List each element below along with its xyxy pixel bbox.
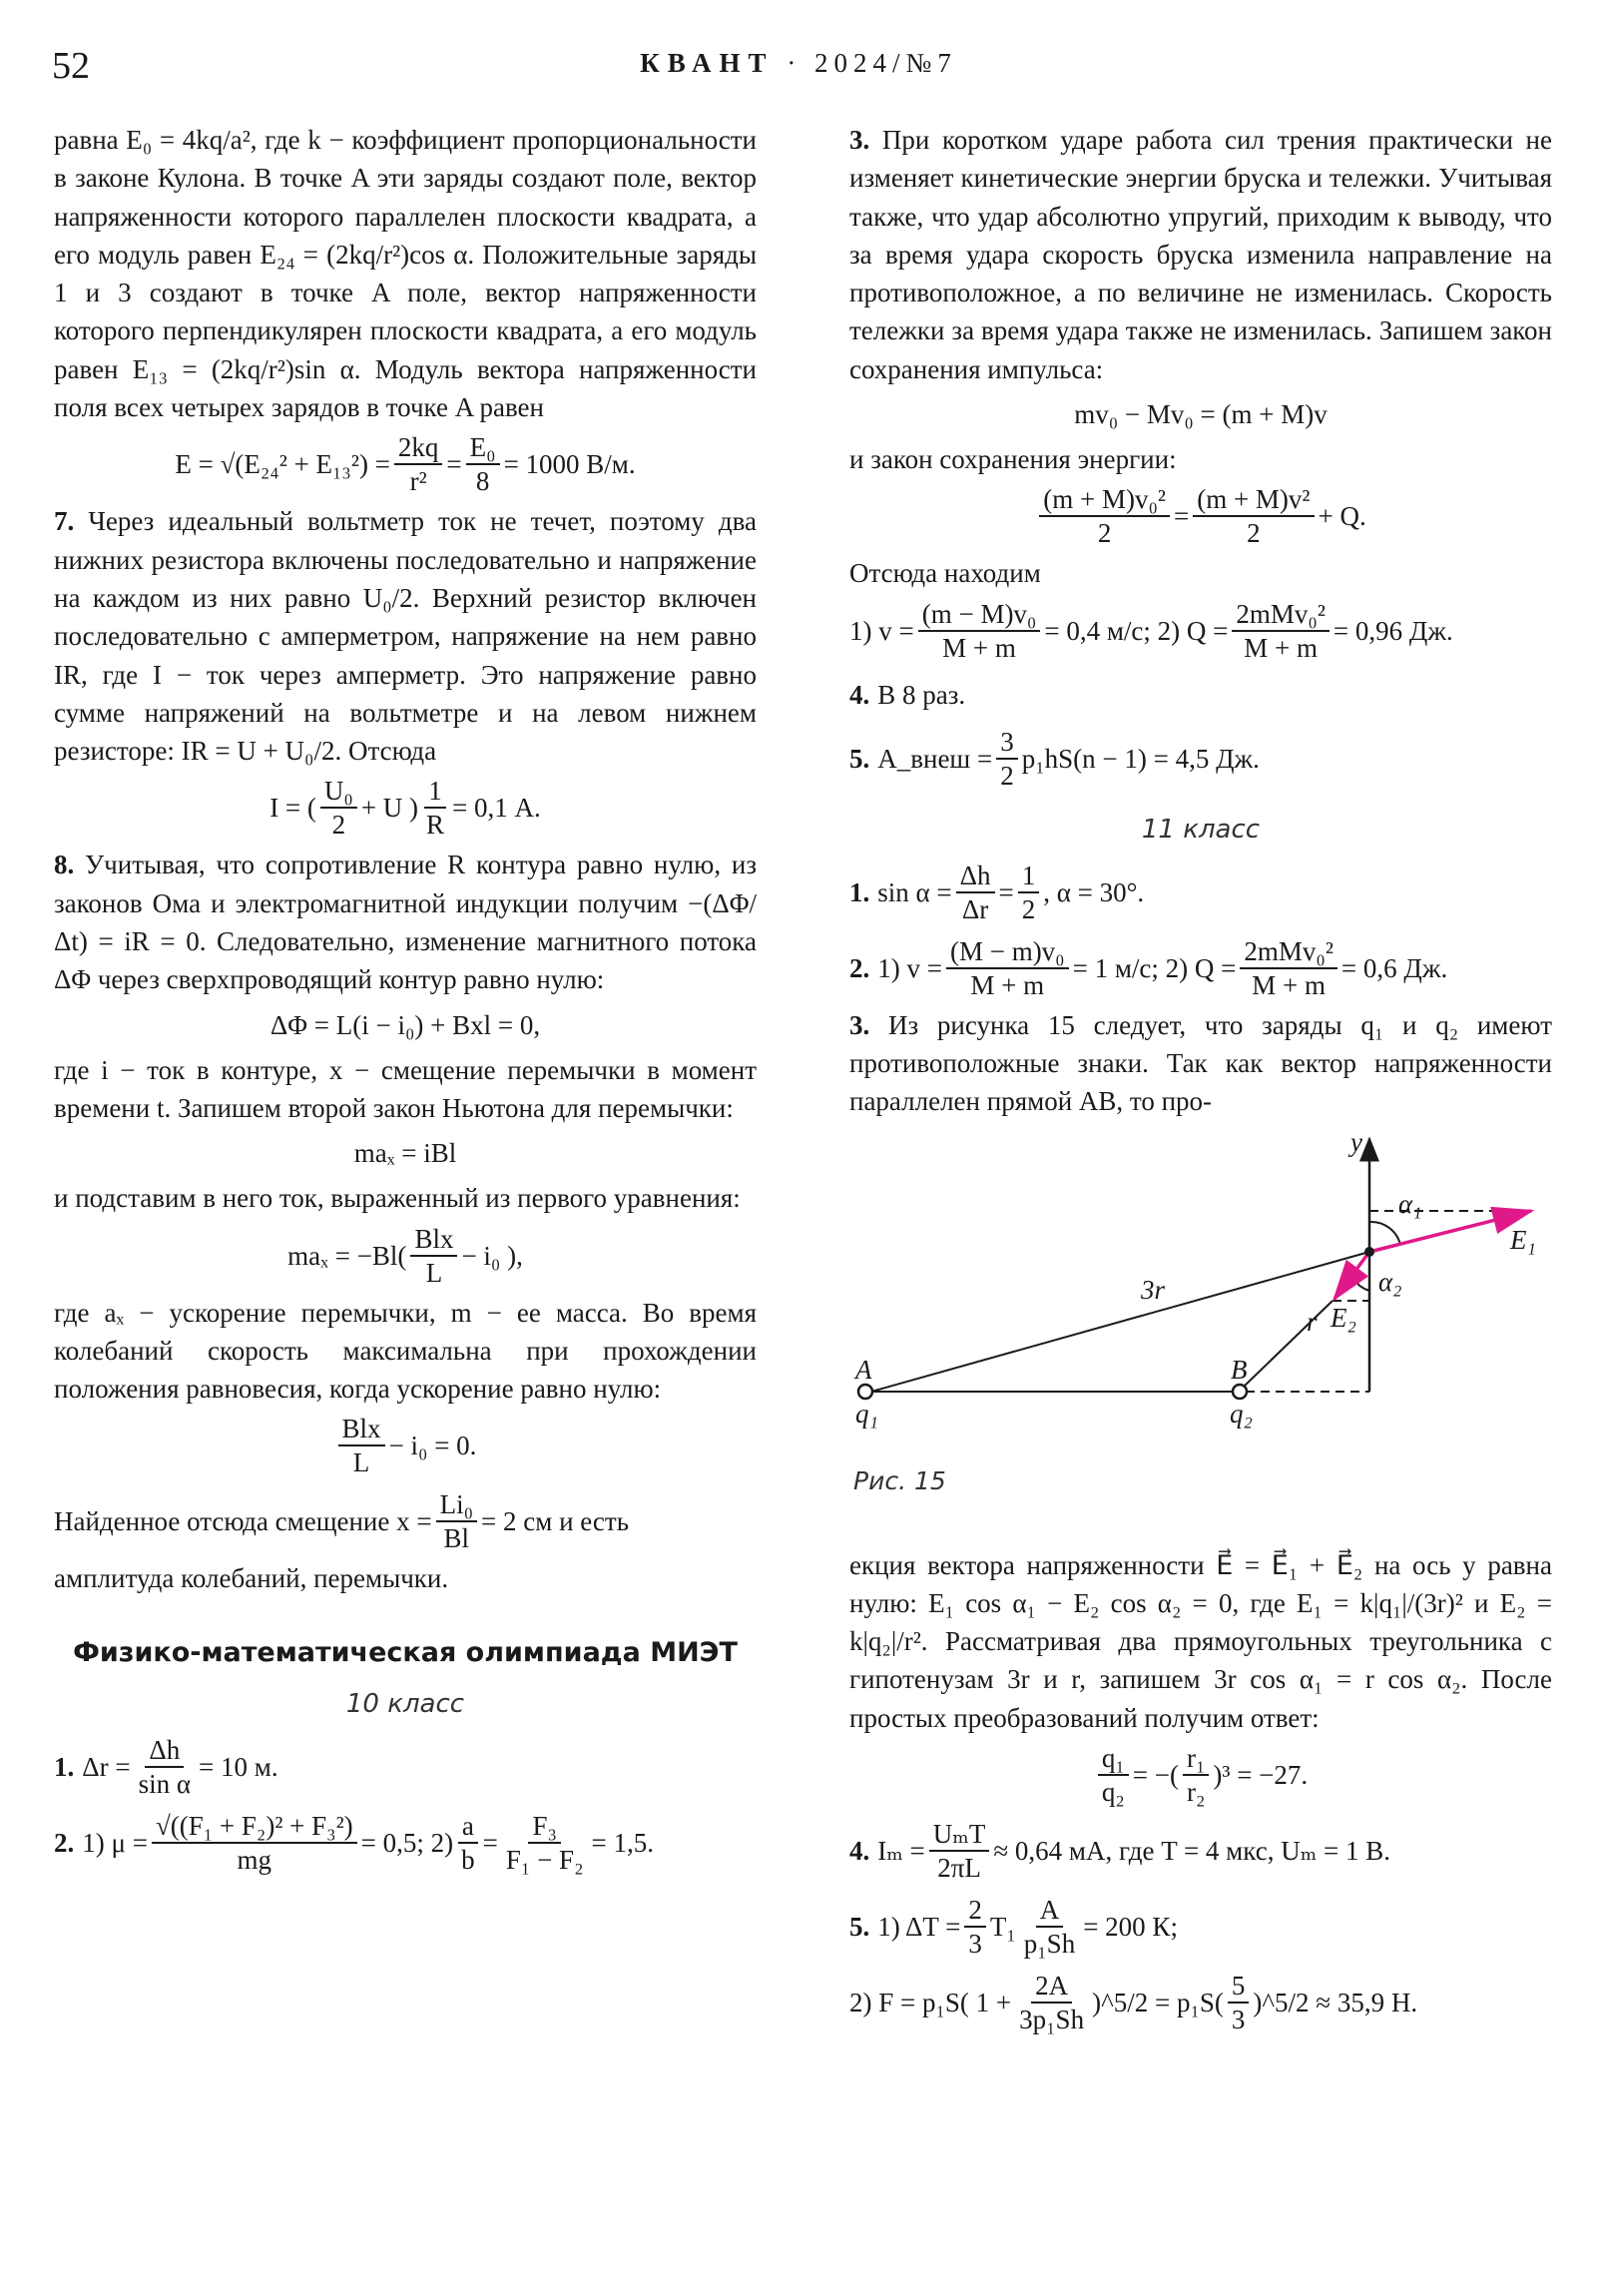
figure-caption: Рис. 15 (853, 1465, 946, 1495)
formula-text: p₁hS(n − 1) = 4,5 Дж. (1021, 743, 1260, 774)
formula-text: E = √(E₂₄² + E₁₃²) = (175, 449, 390, 480)
numerator: Δh (145, 1734, 184, 1768)
problem-number: 2. (54, 1827, 75, 1858)
problem-number: 3. (849, 1009, 870, 1040)
formula (849, 388, 1552, 440)
fraction (1240, 935, 1337, 1001)
label-y: y (1350, 1126, 1362, 1157)
solution-3 (849, 121, 1552, 388)
problem-number: 7. (54, 506, 75, 537)
fraction (1015, 1970, 1088, 2035)
fraction (1183, 1742, 1209, 1808)
denominator: 3 (968, 1929, 982, 1960)
formula-text: 1) μ = (82, 1827, 148, 1858)
formula-text: = 0,4 м/с; 2) Q = (1044, 615, 1229, 646)
formula-text: = 2 см и есть (481, 1506, 630, 1537)
fraction (1193, 483, 1314, 549)
numerator: E₀ (466, 431, 500, 465)
formula (54, 426, 757, 502)
problem-number: 5. (849, 743, 870, 774)
paragraph: амплитуда колебаний, перемычки. (54, 1563, 449, 1594)
formula-text: = 1,5. (591, 1827, 654, 1858)
label-q1: q₁ (855, 1398, 878, 1429)
formula-text: ΔΦ = L(i − i₀) + Bxl = 0, (269, 1009, 541, 1040)
denominator: 3 (1231, 2005, 1246, 2035)
numerator: (M − m)v₀ (946, 935, 1069, 969)
numerator: 1 (424, 775, 446, 809)
fraction (135, 1734, 195, 1800)
formula-text: )^5/2 = p₁S( (1092, 1988, 1224, 2018)
denominator: F₁ − F₂ (505, 1844, 584, 1875)
paragraph: Из рисунка 15 следует, что заряды q₁ и q₂ имеют противоположные знаки. Так как вектор напряженности параллелен прямой AB, то про- (849, 1009, 1552, 1117)
numerator: √((F₁ + F₂)² + F₃²) (152, 1810, 357, 1844)
numerator: 2mMv₀² (1240, 935, 1337, 969)
numerator: UₘT (929, 1818, 990, 1852)
denominator: r² (409, 466, 427, 497)
denominator: M + m (970, 969, 1045, 1000)
paragraph: екция вектора напряженности E⃗ = E⃗₁ + E⃗₂ на ось y равна нулю: E₁ cos α₁ − E₂ cos α₂ = 0, где E₁ = k|q₁|/(3r)² и E₂ = k|q₂|/r². Рассматривая два прямоугольных треугольника с гипотенузам 3r и r, запишем 3r cos α₁ = r cos α₂. После простых преобразований получим ответ: (849, 1549, 1552, 1733)
problem-number: 4. (849, 679, 870, 710)
numerator: 2A (1031, 1970, 1072, 2004)
numerator: 1 (1018, 860, 1040, 893)
formula-text: A_внеш = (877, 743, 993, 774)
page-number: 52 (52, 45, 90, 87)
numerator: 2mMv₀² (1232, 598, 1330, 632)
denominator: 2 (331, 810, 346, 841)
solution-8 (54, 846, 757, 998)
fraction (956, 860, 995, 925)
formula (849, 593, 1552, 669)
formula-text: = 0,96 Дж. (1332, 615, 1453, 646)
numerator: a (458, 1810, 478, 1844)
formula (54, 1729, 757, 1805)
fraction (502, 1810, 588, 1876)
formula-text: = 1 м/с; 2) Q = (1072, 952, 1237, 983)
label-r: r (1307, 1306, 1318, 1337)
paragraph: Отсюда находим (849, 558, 1041, 589)
numerator: U₀ (320, 775, 357, 809)
journal-name: КВАНТ (640, 48, 775, 78)
formula (54, 1218, 757, 1294)
vector-e2 (1334, 1252, 1369, 1299)
numerator: (m + M)v₀² (1039, 483, 1170, 517)
denominator: sin α (138, 1768, 191, 1799)
point-charge-q2 (1233, 1385, 1247, 1399)
label-alpha2: α₂ (1378, 1266, 1402, 1297)
formula (849, 669, 1552, 721)
paragraph: где i − ток в контуре, x − смещение перемычки в момент времени t. Запишем второй закон Ньютона для перемычки: (54, 1054, 757, 1123)
formula-text: T₁ (989, 1912, 1016, 1943)
label-q2: q₂ (1230, 1398, 1253, 1429)
point-charge-q1 (858, 1385, 872, 1399)
fraction (422, 775, 448, 841)
formula-text: Найденное отсюда смещение x = (54, 1506, 432, 1537)
fraction (1228, 1970, 1250, 2035)
formula-text: , α = 30°. (1043, 876, 1145, 907)
denominator: R (426, 810, 445, 841)
numerator: r₁ (1183, 1742, 1209, 1776)
denominator: 2 (1097, 518, 1112, 549)
problem-number: 1. (54, 1751, 75, 1782)
denominator: M + m (1244, 632, 1319, 663)
denominator: 2 (1000, 760, 1014, 791)
numerator: 3 (996, 726, 1018, 760)
fraction (466, 431, 500, 497)
formula-text: = 200 К; (1083, 1912, 1178, 1943)
segment-r (1244, 1301, 1332, 1387)
problem-number: 5. (849, 1912, 870, 1943)
label-3r: 3r (1141, 1274, 1166, 1305)
numerator: (m − M)v₀ (918, 598, 1041, 632)
solution-3-11 (849, 1006, 1552, 1121)
fraction (1039, 483, 1170, 549)
label-b: B (1231, 1354, 1248, 1385)
fraction (964, 1894, 986, 1960)
fraction (338, 1413, 385, 1478)
denominator: mg (237, 1844, 272, 1875)
formula (849, 1965, 1552, 2040)
fraction (394, 431, 443, 497)
formula-text: 1) ΔT = (877, 1912, 961, 1943)
formula-text: = 10 м. (199, 1751, 278, 1782)
fraction (929, 1818, 990, 1884)
fraction (1232, 598, 1330, 664)
denominator: p₁Sh (1023, 1929, 1076, 1960)
formula-text: Iₘ = (877, 1836, 925, 1867)
formula (54, 1408, 757, 1483)
denominator: 2 (1247, 518, 1261, 549)
field-point (1364, 1247, 1374, 1257)
formula-text: = 0,5; 2) (360, 1827, 454, 1858)
formula-text: )³ = −27. (1213, 1760, 1309, 1791)
fraction (320, 775, 357, 841)
formula (54, 1127, 757, 1179)
fraction (410, 1223, 457, 1289)
numerator: Blx (338, 1413, 385, 1446)
formula-text: Δr = (82, 1751, 131, 1782)
formula (54, 1483, 757, 1559)
numerator: q₁ (1098, 1742, 1129, 1776)
numerator: Blx (410, 1223, 457, 1257)
fraction (918, 598, 1041, 664)
fraction (152, 1810, 357, 1876)
formula (849, 478, 1552, 554)
numerator: F₃ (528, 1810, 560, 1844)
class-heading: 11 класс (1141, 814, 1261, 845)
formula-text: maₓ = −Bl( (287, 1240, 407, 1271)
denominator: b (461, 1844, 475, 1875)
denominator: 2πL (937, 1853, 981, 1884)
formula-text: 1) v = (849, 615, 914, 646)
formula-text: = (1173, 501, 1190, 532)
denominator: 2 (1021, 893, 1036, 924)
fraction (1020, 1894, 1079, 1960)
formula-text: + U ) (360, 793, 419, 824)
denominator: Bl (443, 1523, 470, 1554)
numerator: Δh (956, 860, 995, 893)
numerator: 5 (1228, 1970, 1250, 2004)
formula (849, 1813, 1552, 1889)
figure-15 (849, 1127, 1552, 1546)
formula-text: = 1000 В/м. (503, 449, 636, 480)
formula-text: + Q. (1318, 501, 1366, 532)
numerator: A (1036, 1894, 1064, 1928)
formula (849, 1889, 1552, 1965)
formula-text: sin α = (877, 876, 952, 907)
numerator: (m + M)v² (1193, 483, 1314, 517)
denominator: 3p₁Sh (1019, 2005, 1085, 2035)
fraction (1098, 1742, 1129, 1808)
formula-text: = (446, 449, 462, 480)
solution-7 (54, 502, 757, 770)
formula-text: = (482, 1827, 498, 1858)
numerator: 2 (964, 1894, 986, 1928)
segment-3r (871, 1252, 1369, 1392)
formula-text: )^5/2 ≈ 35,9 Н. (1253, 1988, 1418, 2018)
angle-alpha1-arc (1369, 1222, 1400, 1245)
denominator: q₂ (1101, 1777, 1125, 1808)
label-e1: E₁ (1510, 1224, 1536, 1255)
paragraph: Через идеальный вольтметр ток не течет, поэтому два нижних резистора включены последовательно и напряжение на каждом из них равно U₀/2. Верхний резистор включен последовательно с амперметром, напряжение на нем равно IR, где I − ток через амперметр. Это напряжение равно сумме напряжений на вольтметре и на левом нижнем резисторе: IR = U + U₀/2. Отсюда (54, 506, 757, 767)
paragraph: и подставим в него ток, выраженный из первого уравнения: (54, 1183, 741, 1214)
class-heading: 10 класс (345, 1688, 465, 1719)
formula-text: = −( (1132, 1760, 1179, 1791)
fraction (996, 726, 1018, 792)
formula (54, 770, 757, 846)
running-header (0, 48, 1597, 79)
paragraph: и закон сохранения энергии: (849, 444, 1177, 475)
formula (849, 1737, 1552, 1813)
formula-text: 1) v = (877, 952, 942, 983)
formula (849, 855, 1552, 930)
formula (54, 999, 757, 1051)
denominator: M + m (1252, 969, 1327, 1000)
left-column (54, 121, 757, 1881)
formula-text: − i₀ ), (461, 1240, 523, 1271)
paragraph: При коротком ударе работа сил трения практически не изменяет кинетические энергии бруска и тележки. Учитывая также, что удар абсолютно упругий, приходим к выводу, что за время удара скорость бруска изменила направление на противоположное, а по величине не изменилась. Скорость тележки за время удара также не изменилась. Запишем закон сохранения импульса: (849, 125, 1552, 384)
formula-text: maₓ = iBl (353, 1138, 457, 1169)
fraction (457, 1810, 479, 1876)
fraction (436, 1488, 477, 1554)
problem-number: 2. (849, 952, 870, 983)
denominator: r₂ (1186, 1777, 1206, 1808)
formula-text: В 8 раз. (877, 679, 966, 710)
denominator: L (352, 1447, 370, 1478)
formula-text: 2) F = p₁S( 1 + (849, 1988, 1012, 2018)
label-e2: E₂ (1331, 1302, 1356, 1333)
paragraph: где aₓ − ускорение перемычки, m − ее масса. Во время колебаний скорость максимальна при прохождении положения равновесия, когда ускорение равно нулю: (54, 1297, 757, 1405)
formula-text: I = ( (269, 793, 316, 824)
problem-number: 3. (849, 125, 870, 155)
formula (54, 1805, 757, 1881)
formula-text: − i₀ = 0. (388, 1431, 477, 1461)
denominator: Δr (961, 893, 989, 924)
problem-number: 4. (849, 1836, 870, 1867)
issue-number: · 2024/№7 (787, 48, 957, 78)
section-heading: Физико-математическая олимпиада МИЭТ (73, 1636, 738, 1668)
formula-text: = (998, 876, 1014, 907)
formula-text: mv₀ − Mv₀ = (m + M)v (1074, 399, 1328, 430)
formula (849, 721, 1552, 797)
figure-diagram (849, 1127, 1552, 1456)
fraction (946, 935, 1069, 1001)
denominator: 8 (475, 466, 490, 497)
right-column (849, 121, 1552, 2040)
numerator: 2kq (394, 431, 443, 465)
angle-alpha2-arc (1353, 1279, 1369, 1291)
paragraph: равна E₀ = 4kq/a², где k − коэффициент пропорциональности в законе Кулона. В точке A эти заряды создают поле, вектор напряженности которого параллелен плоскости квадрата, а его модуль равен E₂₄ = (2kq/r²)cos α. Положительные заряды 1 и 3 создают в точке A поле, вектор напряженности которого перпендикулярен плоскости квадрата, а его модуль равен E₁₃ = (2kq/r²)sin α. Модуль вектора напряженности поля всех четырех зарядов в точке A равен (54, 125, 757, 423)
formula (849, 930, 1552, 1006)
fraction (1018, 860, 1040, 925)
problem-number: 1. (849, 876, 870, 907)
label-alpha1: α₁ (1398, 1188, 1422, 1219)
formula-text: ≈ 0,64 мА, где T = 4 мкс, Uₘ = 1 В. (993, 1836, 1390, 1867)
formula-text: = 0,6 Дж. (1340, 952, 1448, 983)
label-a: A (855, 1354, 872, 1385)
formula-text: = 0,1 А. (452, 793, 541, 824)
denominator: L (425, 1257, 443, 1288)
denominator: M + m (942, 632, 1016, 663)
numerator: Li₀ (436, 1488, 477, 1522)
problem-number: 8. (54, 850, 75, 880)
paragraph: Учитывая, что сопротивление R контура равно нулю, из законов Ома и электромагнитной индукции получим −(ΔΦ/Δt) = iR = 0. Следовательно, изменение магнитного потока ΔΦ через сверхпроводящий контур равно нулю: (54, 850, 757, 995)
